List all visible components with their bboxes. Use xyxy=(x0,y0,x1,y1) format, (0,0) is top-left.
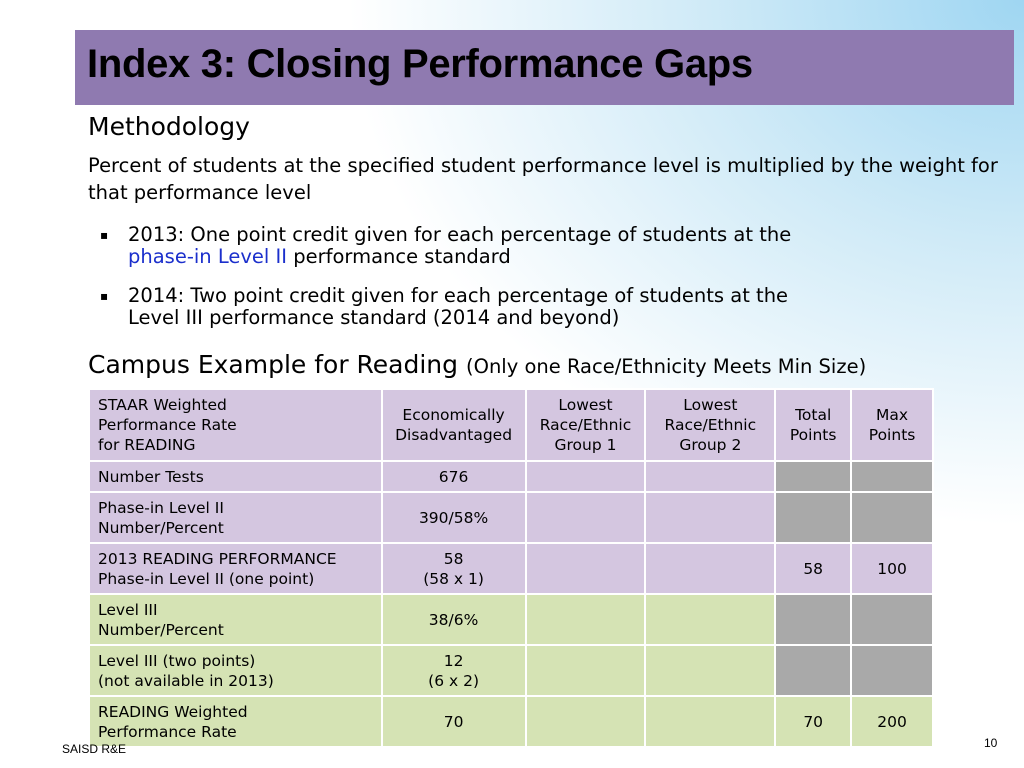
row-group2 xyxy=(645,645,775,696)
row-group2 xyxy=(645,492,775,543)
bullet-marker: ▪ xyxy=(100,289,109,303)
table-row xyxy=(89,594,933,645)
header-group1: Lowest Race/Ethnic Group 1 xyxy=(526,389,646,461)
methodology-paragraph: Percent of students at the specified student performance level is multiplied by the weight for that performance level xyxy=(88,154,998,204)
row-label: Number Tests xyxy=(89,461,382,492)
table-header-row xyxy=(89,389,933,461)
row-econ: 38/6% xyxy=(382,594,526,645)
example-title: Campus Example for Reading xyxy=(88,350,459,379)
title-bar xyxy=(75,30,1014,105)
row-max xyxy=(851,645,933,696)
row-group1 xyxy=(526,461,646,492)
footer-organization: SAISD R&E xyxy=(62,742,127,756)
row-total xyxy=(775,461,851,492)
bullet-text-end: Level III performance standard (2014 and beyond) xyxy=(128,306,620,329)
row-group1 xyxy=(526,696,646,747)
row-total: 58 xyxy=(775,543,851,594)
example-subtitle: (Only one Race/Ethnicity Meets Min Size) xyxy=(465,355,867,378)
table-row xyxy=(89,461,933,492)
row-group2 xyxy=(645,696,775,747)
row-group1 xyxy=(526,594,646,645)
row-max xyxy=(851,461,933,492)
bullet-text: 2013: One point credit given for each percentage of students at the xyxy=(128,223,792,246)
row-group1 xyxy=(526,492,646,543)
table-row xyxy=(89,645,933,696)
row-econ: 390/58% xyxy=(382,492,526,543)
row-max: 100 xyxy=(851,543,933,594)
table-row xyxy=(89,696,933,747)
bullet-text-end: performance standard xyxy=(287,245,511,268)
row-econ: 58 (58 x 1) xyxy=(382,543,526,594)
header-group2: Lowest Race/Ethnic Group 2 xyxy=(645,389,775,461)
row-max: 200 xyxy=(851,696,933,747)
header-rate: STAAR Weighted Performance Rate for READING xyxy=(89,389,382,461)
bullet-text: 2014: Two point credit given for each percentage of students at the xyxy=(128,284,789,307)
row-total xyxy=(775,594,851,645)
row-econ: 12 (6 x 2) xyxy=(382,645,526,696)
slide-title: Index 3: Closing Performance Gaps xyxy=(87,42,753,86)
row-group2 xyxy=(645,543,775,594)
row-group1 xyxy=(526,543,646,594)
header-econ: Economically Disadvantaged xyxy=(382,389,526,461)
row-total xyxy=(775,492,851,543)
example-heading xyxy=(88,350,866,379)
row-econ: 70 xyxy=(382,696,526,747)
row-max xyxy=(851,492,933,543)
row-label: Level III Number/Percent xyxy=(89,594,382,645)
row-label: Level III (two points) (not available in 2013) xyxy=(89,645,382,696)
methodology-heading: Methodology xyxy=(88,112,250,141)
bullet-highlight: phase-in Level II xyxy=(128,245,288,268)
row-label: READING Weighted Performance Rate xyxy=(89,696,382,747)
row-econ: 676 xyxy=(382,461,526,492)
header-total: Total Points xyxy=(775,389,851,461)
row-group2 xyxy=(645,594,775,645)
row-group2 xyxy=(645,461,775,492)
header-max: Max Points xyxy=(851,389,933,461)
row-label: Phase-in Level II Number/Percent xyxy=(89,492,382,543)
page-number: 10 xyxy=(984,736,998,750)
table-row xyxy=(89,492,933,543)
performance-table xyxy=(88,388,934,748)
row-max xyxy=(851,594,933,645)
bullet-marker: ▪ xyxy=(100,228,109,242)
row-total: 70 xyxy=(775,696,851,747)
row-total xyxy=(775,645,851,696)
table-row xyxy=(89,543,933,594)
row-label: 2013 READING PERFORMANCE Phase-in Level II (one point) xyxy=(89,543,382,594)
row-group1 xyxy=(526,645,646,696)
